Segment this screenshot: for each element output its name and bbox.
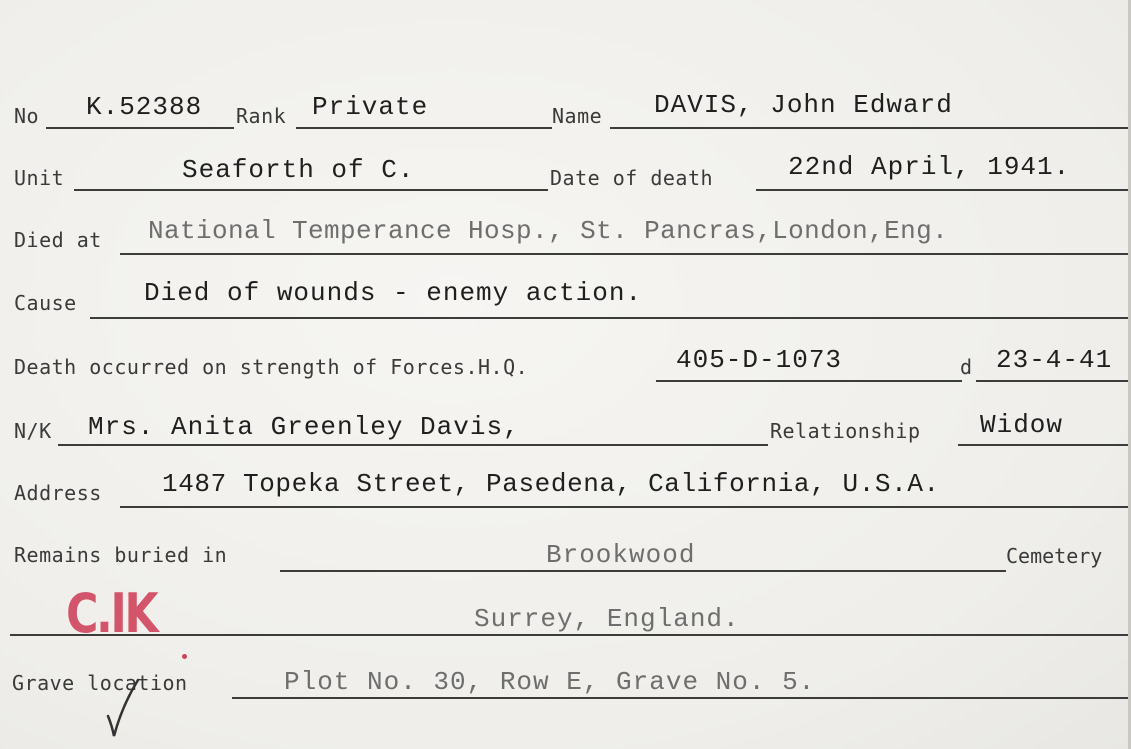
relationship-line <box>958 444 1128 446</box>
grave-line <box>232 697 1128 699</box>
location-line-rule <box>10 634 1128 636</box>
cause-value: Died of wounds - enemy action. <box>144 278 643 308</box>
service-number: K.52388 <box>86 92 203 122</box>
relationship-value: Widow <box>980 410 1064 440</box>
date-of-death-line <box>756 189 1128 191</box>
cemetery-suffix: Cemetery <box>1006 544 1103 568</box>
rank-value: Private <box>312 92 429 122</box>
date-of-death-value: 22nd April, 1941. <box>788 152 1071 182</box>
cemetery-name: Brookwood <box>546 540 696 570</box>
address-label: Address <box>14 481 102 505</box>
location-value: Surrey, England. <box>474 604 740 634</box>
remains-label: Remains buried in <box>14 543 228 567</box>
died-at-line <box>120 253 1128 255</box>
name-label: Name <box>552 104 603 128</box>
nk-line <box>58 444 768 446</box>
died-at-value: National Temperance Hosp., St. Pancras,London,Eng. <box>148 216 949 246</box>
red-dot <box>182 654 187 659</box>
name-value: DAVIS, John Edward <box>654 90 953 120</box>
died-at-label: Died at <box>14 228 102 252</box>
grave-value: Plot No. 30, Row E, Grave No. 5. <box>284 667 816 697</box>
grave-label: Grave location <box>12 671 188 695</box>
name-line <box>610 127 1128 129</box>
d-line <box>976 380 1128 382</box>
nk-label: N/K <box>14 419 52 443</box>
address-line <box>120 506 1128 508</box>
death-occurred-label: Death occurred on strength of Forces.H.Q. <box>14 355 529 379</box>
cause-label: Cause <box>14 291 77 315</box>
remains-line <box>280 570 1006 572</box>
d-label: d <box>960 355 973 379</box>
no-line <box>46 127 234 129</box>
d-value: 23-4-41 <box>996 345 1113 375</box>
hq-line <box>656 380 962 382</box>
nk-value: Mrs. Anita Greenley Davis, <box>88 412 520 442</box>
rank-label: Rank <box>236 104 287 128</box>
address-value: 1487 Topeka Street, Pasedena, California, U.S.A. <box>162 469 940 499</box>
no-label: No <box>14 104 40 128</box>
date-of-death-label: Date of death <box>550 166 714 190</box>
hq-reference: 405-D-1073 <box>676 345 843 375</box>
unit-value: Seaforth of C. <box>182 155 415 185</box>
checkmark-icon <box>102 676 142 740</box>
red-stamp: C.IK <box>66 582 157 645</box>
unit-line <box>74 189 548 191</box>
cause-line <box>90 317 1128 319</box>
unit-label: Unit <box>14 166 65 190</box>
rank-line <box>296 127 552 129</box>
relationship-label: Relationship <box>770 419 921 443</box>
